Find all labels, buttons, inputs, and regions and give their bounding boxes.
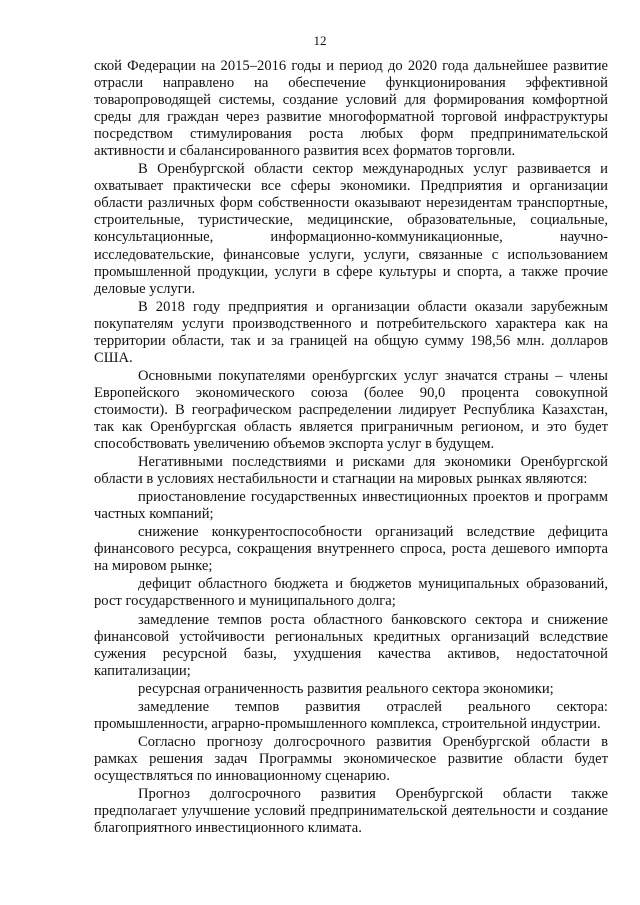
paragraph-continuation: ской Федерации на 2015–2016 годы и период до 2020 года дальнейшее развитие отрасли направлено на обеспечение функционирования эффективной товаропроводящей системы, создание условий для формирования комфортной среды для граждан через развитие многоформатной торговой инфраструктуры посредством стимулирования роста любых форм предпринимательской активности и сбалансированного развития всех форматов торговли.: [94, 58, 608, 160]
page-number: 12: [313, 33, 327, 48]
risk-item-resource-limits: ресурсная ограниченность развития реального сектора экономики;: [138, 680, 554, 697]
paragraph-services-sector: В Оренбургской области сектор международных услуг развивается и охватывает практически все сферы экономики. Предприятия и организации области различных форм собственности оказывают нерезидентам транспортные, строительные, туристические, медицинские, образовательные, социальные, консультационные, информационно-коммуникационные, научно-исследовательские, финансовые услуги, услуги, связанные с использованием промышленной продукции, услуги в сфере культуры и спорта, а также прочие деловые услуги.: [94, 161, 608, 297]
risk-item-banking-sector: замедление темпов роста областного банковского сектора и снижение финансовой устойчивости региональных кредитных организаций вследствие сужения ресурсной базы, ухудшения качества активов, недостаточной капитализации;: [94, 611, 608, 679]
risk-item-investment-projects: приостановление государственных инвестиционных проектов и программ частных компаний;: [94, 489, 608, 523]
document-body: [94, 58, 608, 837]
paragraph-risks-intro: Негативными последствиями и рисками для экономики Оренбургской области в условиях нестабильности и стагнации на мировых рынках являются:: [94, 454, 608, 488]
paragraph-forecast-scenario: Согласно прогнозу долгосрочного развития Оренбургской области в рамках решения задач Программы экономическое развитие области будет осуществляться по инновационному сценарию.: [94, 733, 608, 784]
paragraph-investment-climate: Прогноз долгосрочного развития Оренбургской области также предполагает улучшение условий предпринимательской деятельности и создание благоприятного инвестиционного климата.: [94, 785, 608, 837]
paragraph-2018-services: В 2018 году предприятия и организации области оказали зарубежным покупателям услуги производственного и потребительского характера как на территории области, так и за границей на общую сумму 198,56 млн. долларов США.: [94, 298, 608, 366]
risk-item-real-sector: замедление темпов развития отраслей реального сектора: промышленности, аграрно-промышленного комплекса, строительной индустрии.: [94, 698, 608, 732]
risk-item-budget-deficit: дефицит областного бюджета и бюджетов муниципальных образований, рост государственного и муниципального долга;: [94, 576, 608, 610]
paragraph-main-buyers: Основными покупателями оренбургских услуг значатся страны – члены Европейского экономического союза (более 90,0 процента совокупной стоимости). В географическом распределении лидирует Республика Казахстан, так как Оренбургская область является приграничным регионом, и это будет способствовать увеличению объемов экспорта услуг в будущем.: [94, 367, 608, 453]
risk-item-competitiveness: снижение конкурентоспособности организаций вследствие дефицита финансового ресурса, сокращения внутреннего спроса, роста дешевого импорта на мировом рынке;: [94, 524, 608, 575]
